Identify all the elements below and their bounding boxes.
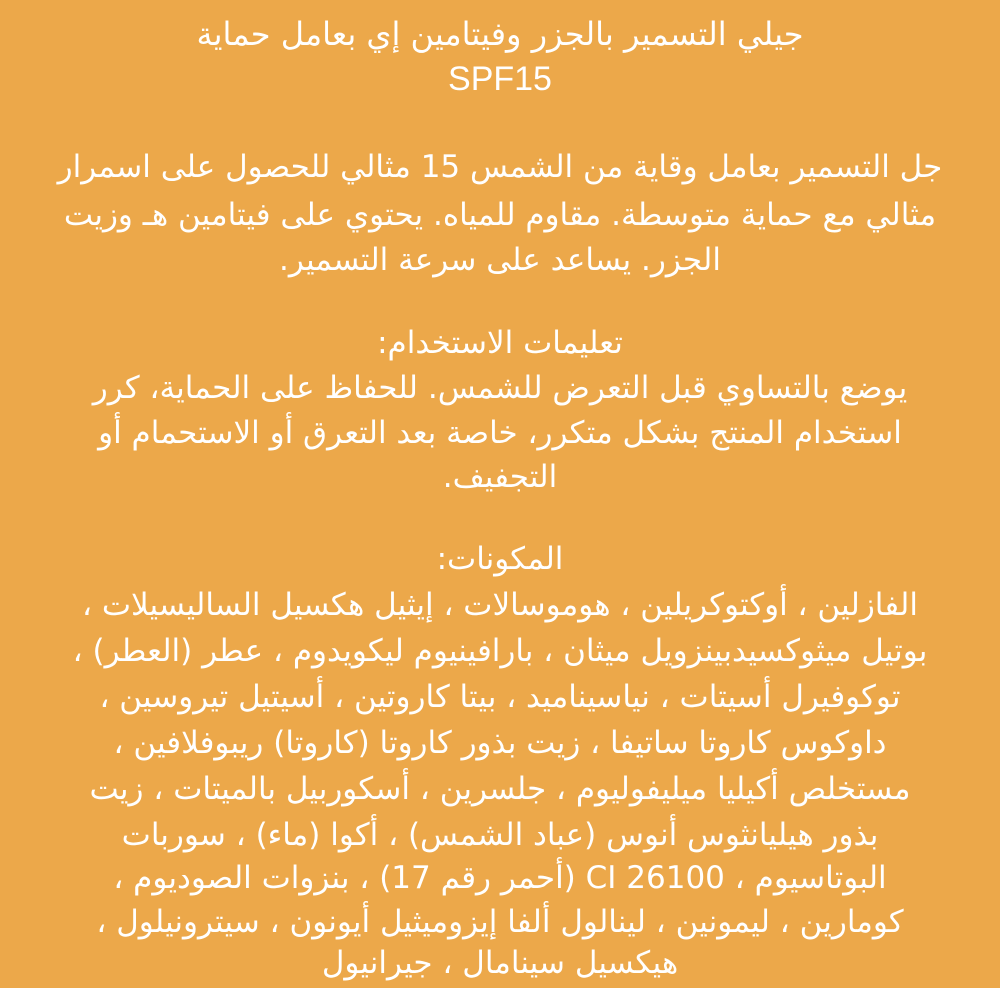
ingredients-heading: المكونات: xyxy=(436,541,564,577)
description-line-1: جل التسمير بعامل وقاية من الشمس 15 مثالي للحصول على اسمرار xyxy=(57,149,943,185)
ingredients-line-9: هيكسيل سينامال ، جيرانيول xyxy=(321,945,679,981)
ingredients-line-7: البوتاسيوم ، CI 26100 (أحمر رقم 17) ، بنزوات الصوديوم ، xyxy=(113,860,887,896)
ingredients-line-6: بذور هيليانثوس أنوس (عباد الشمس) ، أكوا (ماء) ، سوربات xyxy=(121,817,879,853)
description-line-3: الجزر. يساعد على سرعة التسمير. xyxy=(278,242,721,278)
usage-line-3: التجفيف. xyxy=(442,459,558,495)
usage-line-2: استخدام المنتج بشكل متكرر، خاصة بعد التعرق أو الاستحمام أو xyxy=(98,415,902,451)
ingredients-line-8: كومارين ، ليمونين ، لينالول ألفا إيزوميثيل أيونون ، سيترونيلول ، xyxy=(96,904,904,940)
ingredients-line-3: توكوفيرل أسيتات ، نياسيناميد ، بيتا كاروتين ، أسيتيل تيروسين ، xyxy=(99,679,901,715)
usage-heading: تعليمات الاستخدام: xyxy=(377,325,623,361)
ingredients-line-4: داوكوس كاروتا ساتيفا ، زيت بذور كاروتا (كاروتا) ريبوفلافين ، xyxy=(113,725,887,761)
ingredients-line-5: مستخلص أكيليا ميليفوليوم ، جلسرين ، أسكوربيل بالميتات ، زيت xyxy=(89,771,911,807)
description-line-2: مثالي مع حماية متوسطة. مقاوم للمياه. يحتوي على فيتامين هـ وزيت xyxy=(63,197,937,233)
product-title-line-1: جيلي التسمير بالجزر وفيتامين إي بعامل حماية xyxy=(196,15,804,53)
ingredients-line-1: الفازلين ، أوكتوكريلين ، هوموسالات ، إيثيل هكسيل الساليسيلات ، xyxy=(82,587,918,623)
ingredients-line-2: بوتيل ميثوكسيدبينزويل ميثان ، بارافينيوم ليكويدوم ، عطر (العطر) ، xyxy=(72,633,928,669)
product-title-spf: SPF15 xyxy=(448,60,552,98)
usage-line-1: يوضع بالتساوي قبل التعرض للشمس. للحفاظ على الحماية، كرر xyxy=(92,370,908,406)
